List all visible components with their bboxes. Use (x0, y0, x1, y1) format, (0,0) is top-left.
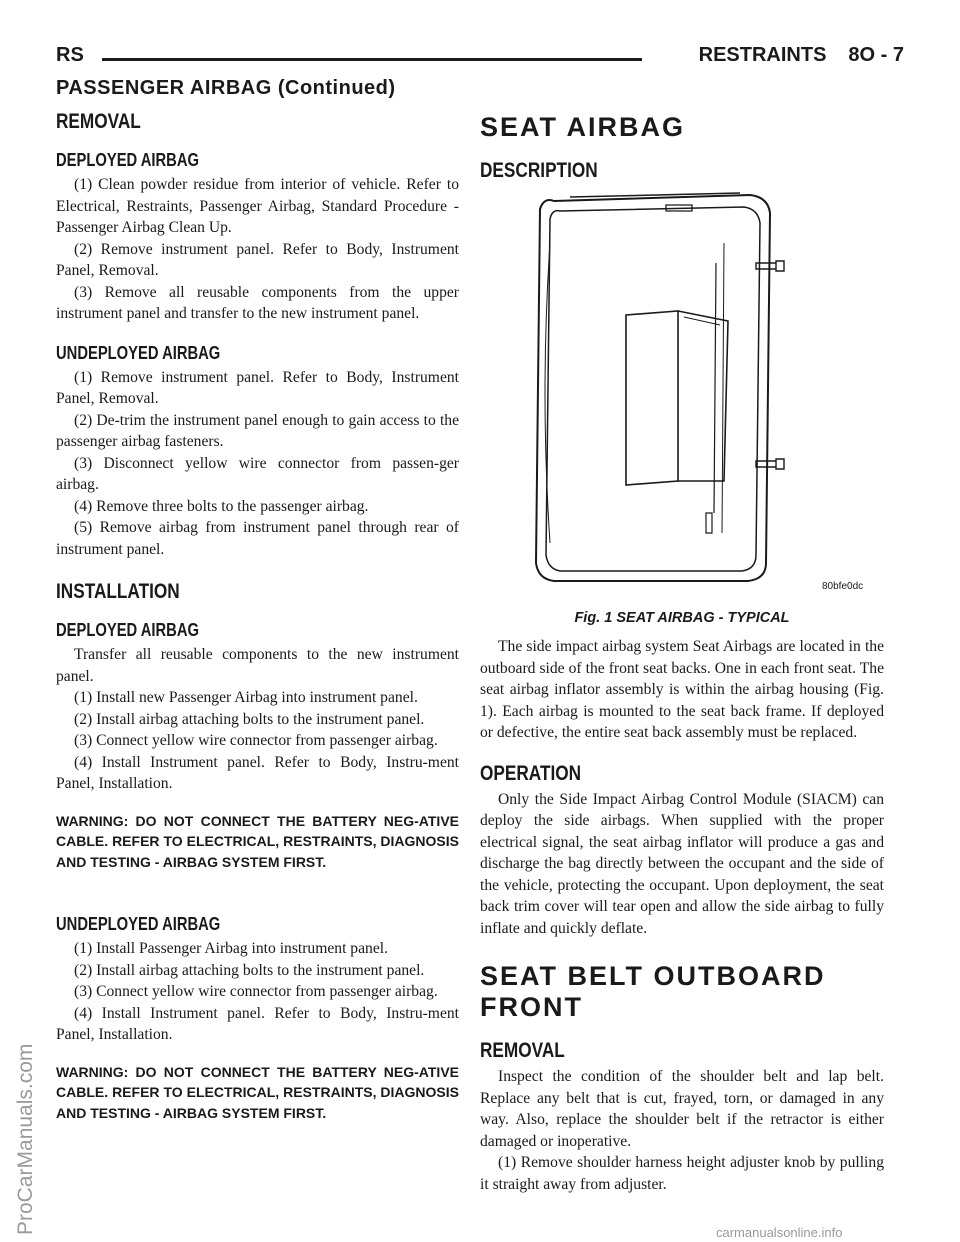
installation-deployed-heading: DEPLOYED AIRBAG (56, 620, 199, 640)
page-header (56, 44, 904, 74)
removal-undeployed-step-5: (5) Remove airbag from instrument panel through rear of instrument panel. (56, 519, 459, 558)
header-rule (102, 58, 642, 61)
seat-airbag-figure (480, 183, 884, 608)
seat-belt-title-line-1: SEAT BELT OUTBOARD (480, 961, 826, 991)
seat-airbag-description-heading: DESCRIPTION (480, 159, 598, 182)
header-section-title: RESTRAINTS (698, 44, 827, 66)
removal-undeployed-step-4: (4) Remove three bolts to the passenger airbag. (74, 497, 369, 515)
seat-airbag-operation-heading: OPERATION (480, 761, 582, 785)
seat-airbag-illustration (480, 183, 884, 608)
installation-undeployed-step-1: (1) Install Passenger Airbag into instrument panel. (74, 940, 388, 957)
removal-deployed-step-2: (2) Remove instrument panel. Refer to Body, Instrument Panel, Removal. (56, 240, 459, 279)
figure-code: 80bfe0dc (822, 581, 864, 592)
header-right (699, 44, 904, 67)
seat-airbag-operation: Only the Side Impact Airbag Control Module (SIACM) can deploy the side airbags. When supplied with the proper electrical signal, the seat airbag inflator will produce a gas and discharge the bag directly between the occupant and the side of the vehicle, protecting the occupant. Upon deployment, the seat back trim cover will tear open and allow the side airbag to fully inflate and quickly deflate. (480, 790, 884, 937)
installation-heading: INSTALLATION (56, 580, 180, 603)
removal-undeployed-heading: UNDEPLOYED AIRBAG (56, 342, 221, 363)
installation-undeployed-warning: WARNING: DO NOT CONNECT THE BATTERY NEG-ATIVE CABLE. REFER TO ELECTRICAL, RESTRAINTS, DIAGNOSIS AND TESTING - AIRBAG SYSTEM FIRST. (56, 1063, 459, 1121)
removal-deployed-step-1: (1) Clean powder residue from interior of vehicle. Refer to Electrical, Restraints, Passenger Airbag, Standard Procedure - Passenger Airbag Clean Up. (56, 176, 459, 236)
installation-deployed-step-2: (2) Install airbag attaching bolts to the instrument panel. (74, 710, 425, 728)
seat-airbag-title: SEAT AIRBAG (480, 112, 686, 142)
removal-deployed-heading: DEPLOYED AIRBAG (56, 150, 199, 170)
installation-deployed-step-0: Transfer all reusable components to the new instrument panel. (56, 646, 459, 685)
bottom-watermark: carmanualsonline.info (716, 1225, 843, 1240)
figure-caption: Fig. 1 SEAT AIRBAG - TYPICAL (574, 610, 790, 626)
seat-belt-title-line-2: FRONT (480, 992, 583, 1022)
installation-deployed-step-1: (1) Install new Passenger Airbag into instrument panel. (74, 689, 418, 706)
installation-undeployed-step-3: (3) Connect yellow wire connector from passenger airbag. (74, 983, 438, 1000)
removal-undeployed-step-1: (1) Remove instrument panel. Refer to Body, Instrument Panel, Removal. (56, 368, 459, 407)
installation-undeployed-step-2: (2) Install airbag attaching bolts to the instrument panel. (74, 961, 425, 979)
right-column (480, 110, 884, 1195)
removal-deployed-step-3: (3) Remove all reusable components from the upper instrument panel and transfer to the new instrument panel. (56, 283, 459, 322)
continued-title: PASSENGER AIRBAG (Continued) (56, 77, 396, 99)
side-watermark: ProCarManuals.com (14, 1043, 37, 1235)
seat-airbag-description: The side impact airbag system Seat Airbags are located in the outboard side of the front seat backs. One in each front seat. The seat airbag inflator assembly is within the airbag housing (Fig. 1). Each airbag is mounted to the seat back frame. If deployed or defective, the entire seat back assembly must be replaced. (480, 638, 884, 741)
seat-belt-removal-heading: REMOVAL (480, 1039, 565, 1062)
installation-deployed-warning: WARNING: DO NOT CONNECT THE BATTERY NEG-ATIVE CABLE. REFER TO ELECTRICAL, RESTRAINTS, DIAGNOSIS AND TESTING - AIRBAG SYSTEM FIRST. (56, 812, 459, 870)
header-page-number: 8O - 7 (848, 44, 904, 66)
removal-heading: REMOVAL (56, 110, 141, 133)
installation-undeployed-step-4: (4) Install Instrument panel. Refer to Body, Instru-ment Panel, Installation. (56, 1004, 459, 1043)
removal-undeployed-step-2: (2) De-trim the instrument panel enough to gain access to the passenger airbag fasteners. (56, 411, 459, 450)
installation-deployed-step-3: (3) Connect yellow wire connector from passenger airbag. (74, 732, 438, 749)
installation-deployed-step-4: (4) Install Instrument panel. Refer to Body, Instru-ment Panel, Installation. (56, 753, 459, 792)
header-model-code: RS (56, 44, 84, 66)
left-column (56, 110, 459, 1123)
removal-undeployed-step-3: (3) Disconnect yellow wire connector from passen-ger airbag. (56, 454, 459, 493)
seat-belt-removal-step-1: (1) Remove shoulder harness height adjuster knob by pulling it straight away from adjuster. (480, 1154, 884, 1193)
seat-belt-removal-intro: Inspect the condition of the shoulder belt and lap belt. Replace any belt that is cut, frayed, torn, or damaged in any way. Also, replace the shoulder belt if the retractor is either damaged or inoperative. (480, 1068, 884, 1150)
installation-undeployed-heading: UNDEPLOYED AIRBAG (56, 914, 221, 934)
